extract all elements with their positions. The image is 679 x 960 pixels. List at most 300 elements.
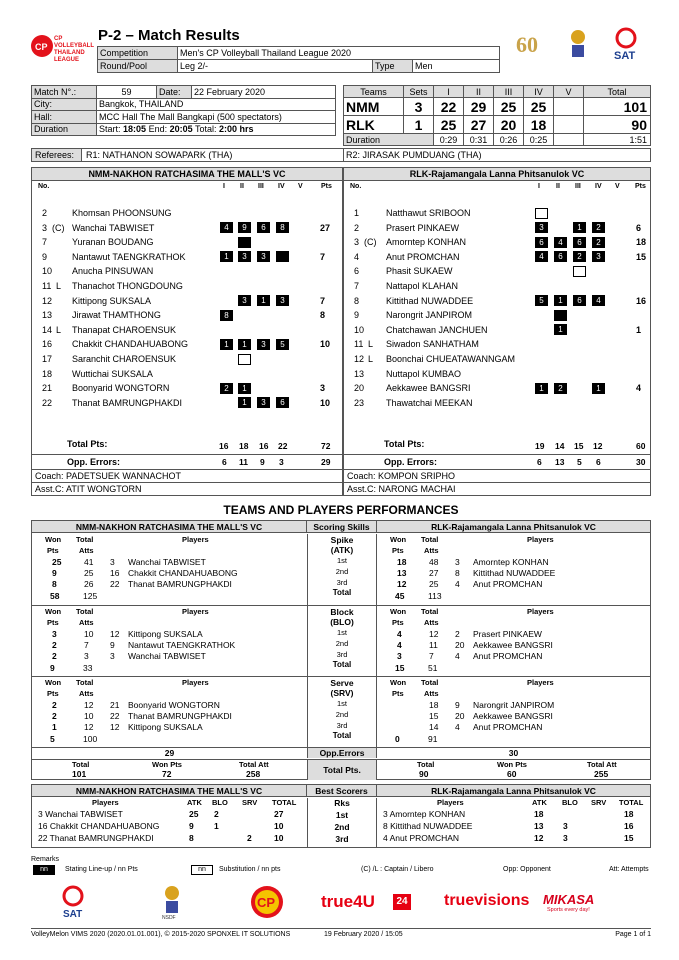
footer-date: 19 February 2020 / 15:05 xyxy=(324,931,403,938)
perf-atts: 26 xyxy=(84,579,94,589)
match-info-table: Match N°.: 59 Date: 22 February 2020 City: Bangkok, THAILAND Hall: MCC Hall The Mall Bangkapi (500 spectators) Duration Start: 18:05 End: 20:05 Total: 2:00 hrs xyxy=(31,85,336,136)
set-cell: 1 xyxy=(238,397,251,408)
player-row xyxy=(344,337,650,352)
captain-legend: (C) /L : Captain / Libero xyxy=(361,866,434,873)
perf-won: 3 xyxy=(52,629,57,639)
skill-total-label: Total xyxy=(332,731,352,740)
player-number: 21 xyxy=(42,383,53,394)
svg-text:NSDF: NSDF xyxy=(162,915,176,920)
perf-atts: 10 xyxy=(84,711,94,721)
team-b-name: RLK-Rajamangala Lanna Phitsanulok VC xyxy=(344,168,650,181)
col-atts: Atts xyxy=(79,546,94,555)
team-a-opp-label: Opp. Errors: xyxy=(67,457,121,467)
team-b-total-label: Total Pts: xyxy=(384,439,425,449)
perf-player-name: Kittipong SUKSALA xyxy=(128,722,203,732)
set-cell: 4 xyxy=(535,251,548,262)
perf-atts: 25 xyxy=(429,579,439,589)
best-stat: 9 xyxy=(189,821,194,831)
player-row xyxy=(344,294,650,309)
sponsor-24: 24 xyxy=(393,894,411,910)
set-cell: 2 xyxy=(592,222,605,233)
player-name: Chakkit CHANDAHUABONG xyxy=(72,339,189,350)
player-number: 2 xyxy=(354,222,360,233)
player-row xyxy=(32,337,342,352)
player-row xyxy=(344,264,650,279)
perf-player-name: Boonyarid WONGTORN xyxy=(128,700,220,710)
set-cell: 3 xyxy=(276,295,289,306)
footer-left: VolleyMelon VIMS 2020 (2020.01.01.001), © 2015-2020 SPONXEL IT SOLUTIONS xyxy=(31,931,291,938)
player-row xyxy=(344,279,650,294)
col-players: Players xyxy=(182,535,209,544)
perf-skills-label: Scoring Skills xyxy=(307,521,377,533)
perf-atts: 48 xyxy=(429,557,439,567)
perf-player-name: Thanat BAMRUNGPHAKDI xyxy=(128,579,232,589)
col-atts: Atts xyxy=(424,618,439,627)
set-cell: 6 xyxy=(535,237,548,248)
perf-opp-label: Opp.Errors xyxy=(307,748,377,758)
col-pts: Pts xyxy=(392,546,404,555)
set-cell xyxy=(238,354,251,365)
perf-player-name: Thanat BAMRUNGPHAKDI xyxy=(128,711,232,721)
set-cell: 6 xyxy=(554,251,567,262)
perf-player-name: Narongrit JANPIROM xyxy=(473,700,555,710)
perf-atts: 18 xyxy=(429,700,439,710)
best-scorer-row xyxy=(377,809,650,821)
score-table xyxy=(343,85,651,146)
perf-opp-a: 29 xyxy=(164,748,175,758)
team-b-coach: Coach: KOMPON SRIPHO xyxy=(347,471,456,481)
team-a-coach: Coach: PADETSUEK WANNACHOT xyxy=(35,471,182,481)
player-name: Amorntep KONHAN xyxy=(386,237,467,248)
perf-won: 2 xyxy=(52,711,57,721)
set-cell: 3 xyxy=(257,397,270,408)
player-row xyxy=(344,396,650,411)
best-stat: 16 xyxy=(624,821,634,831)
perf-player-name: Amorntep KONHAN xyxy=(473,557,549,567)
player-name: Anucha PINSUWAN xyxy=(72,266,154,277)
col-atts: Atts xyxy=(424,689,439,698)
skill-total-label: Total xyxy=(332,660,352,669)
perf-player-no: 20 xyxy=(455,640,465,650)
player-number: 18 xyxy=(42,368,53,379)
player-row xyxy=(32,352,342,367)
player-row xyxy=(344,352,650,367)
skill-rank: 3rd xyxy=(336,650,348,659)
set-cell: 6 xyxy=(573,237,586,248)
sponsor-nsdf xyxy=(161,884,183,920)
perf-won: 12 xyxy=(397,579,407,589)
player-name: Yuranan BOUDANG xyxy=(72,237,154,248)
perf-player-name: Wanchai TABWISET xyxy=(128,557,206,567)
set-cell: 8 xyxy=(220,310,233,321)
perf-won: 4 xyxy=(397,629,402,639)
set-cell: 1 xyxy=(220,251,233,262)
player-number: 12 xyxy=(42,295,53,306)
best-stat: 12 xyxy=(534,833,544,843)
set-cell: 4 xyxy=(592,295,605,306)
set-cell: 8 xyxy=(276,222,289,233)
player-name: Jirawat THAMTHONG xyxy=(72,310,161,321)
perf-atts: 15 xyxy=(429,711,439,721)
set-cell: 9 xyxy=(238,222,251,233)
player-points: 7 xyxy=(320,295,326,306)
skill-rank: 1st xyxy=(336,556,347,565)
perf-total-won: 15 xyxy=(395,663,405,673)
perf-total-won: 5 xyxy=(50,734,55,744)
player-row xyxy=(32,294,342,309)
skill-rank: 1st xyxy=(336,699,347,708)
perf-won: 3 xyxy=(397,651,402,661)
best-scorer-row xyxy=(32,833,307,845)
player-number: 10 xyxy=(42,266,53,277)
score-row-rlk: RLK 1 25 27 20 18 90 xyxy=(344,116,651,134)
player-row xyxy=(32,221,342,236)
perf-total-atts: 100 xyxy=(83,734,98,744)
perf-player-no: 12 xyxy=(110,629,120,639)
col-players: Players xyxy=(527,535,554,544)
col-pts: Pts xyxy=(47,618,59,627)
player-number: 11 xyxy=(42,281,52,291)
player-name: Siwadon SANHATHAM xyxy=(386,339,479,350)
player-name: Khomsan PHOONSUNG xyxy=(72,208,172,218)
col-won: Won xyxy=(45,535,62,544)
best-stat: 1 xyxy=(214,821,219,831)
player-name: Prasert PINKAEW xyxy=(386,222,460,233)
perf-won: 18 xyxy=(397,557,407,567)
perf-skill-cell xyxy=(307,677,377,748)
skill-name: Block xyxy=(330,607,354,617)
best-stat: 8 xyxy=(189,833,194,843)
col-total: Total xyxy=(421,678,439,687)
player-row xyxy=(32,206,342,221)
perf-total-won: 9 xyxy=(50,663,55,673)
set-cell: 4 xyxy=(554,237,567,248)
performances-title: TEAMS AND PLAYERS PERFORMANCES xyxy=(223,503,459,517)
substitution-legend: Substitution / nn pts xyxy=(219,866,281,873)
player-number: 14 xyxy=(42,324,53,335)
perf-total-won: 45 xyxy=(395,591,405,601)
team-b-totals-row: 19 14 15 12 60 xyxy=(535,441,646,451)
player-points: 1 xyxy=(636,324,642,335)
player-number: 3 xyxy=(354,237,360,248)
perf-player-no: 4 xyxy=(455,651,460,661)
footer-page: Page 1 of 1 xyxy=(615,931,651,938)
player-row xyxy=(32,279,342,294)
perf-skill-cell xyxy=(307,606,377,677)
nsdf-logo xyxy=(567,27,589,63)
nsdf-logo-icon xyxy=(161,884,183,920)
perf-section-atk xyxy=(32,534,650,605)
60th-anniversary-logo xyxy=(514,28,548,62)
perf-team-a-name: NMM-NAKHON RATCHASIMA THE MALL'S VC xyxy=(32,521,307,533)
perf-atts: 25 xyxy=(84,568,94,578)
set-cell xyxy=(276,251,289,262)
svg-text:SAT: SAT xyxy=(614,50,636,62)
perf-won: 25 xyxy=(52,557,62,567)
perf-player-name: Anut PROMCHAN xyxy=(473,651,543,661)
svg-text:60: 60 xyxy=(516,32,538,57)
player-points: 3 xyxy=(320,383,326,394)
skill-rank: 3rd xyxy=(336,721,348,730)
player-number: 13 xyxy=(42,310,53,321)
set-cell: 1 xyxy=(592,383,605,394)
set-cell: 6 xyxy=(276,397,289,408)
player-row xyxy=(32,308,342,323)
perf-atts: 10 xyxy=(84,629,94,639)
player-name: Anut PROMCHAN xyxy=(386,251,460,262)
player-row xyxy=(32,367,342,382)
sponsor-sat xyxy=(53,884,93,920)
player-role-tag: L xyxy=(56,324,62,335)
col-won: Won xyxy=(390,535,407,544)
best-stat: 2 xyxy=(247,833,252,843)
perf-won: 13 xyxy=(397,568,407,578)
sponsor-bar xyxy=(31,880,651,925)
perf-player-name: Kittithad NUWADDEE xyxy=(473,568,556,578)
player-row xyxy=(344,381,650,396)
best-scorer-row xyxy=(377,833,650,845)
perf-player-no: 3 xyxy=(110,651,115,661)
best-stat: 15 xyxy=(624,833,634,843)
team-a-totals-row: 16 18 16 22 72 xyxy=(219,441,331,451)
cp-sponsor-icon xyxy=(249,884,285,920)
perf-won: 8 xyxy=(52,579,57,589)
svg-text:CP: CP xyxy=(257,895,276,910)
player-name: Nantawut TAENGKRATHOK xyxy=(72,251,186,262)
team-a-lineup-header: No. I II III IV V Pts xyxy=(38,183,332,190)
set-cell: 2 xyxy=(592,237,605,248)
player-number: 2 xyxy=(42,208,48,218)
perf-player-no: 9 xyxy=(110,640,115,650)
player-name: Boonyarid WONGTORN xyxy=(72,383,170,394)
perf-total-pts-label: Total Pts. xyxy=(307,760,377,780)
perf-player-name: Anut PROMCHAN xyxy=(473,722,543,732)
perf-atts: 14 xyxy=(429,722,439,732)
player-points: 16 xyxy=(636,295,647,306)
player-row xyxy=(344,308,650,323)
perf-atts: 11 xyxy=(429,640,438,650)
player-role-tag: L xyxy=(56,281,62,291)
perf-player-no: 2 xyxy=(455,629,460,639)
best-team-b-name: RLK-Rajamangala Lanna Phitsanulok VC xyxy=(377,785,650,797)
col-players: Players xyxy=(527,607,554,616)
player-name: Nattapol KLAHAN xyxy=(386,281,459,291)
perf-total-atts: 125 xyxy=(83,591,98,601)
cp-league-logo xyxy=(30,33,94,63)
player-name: Wuttichai SUKSALA xyxy=(72,368,153,379)
player-number: 8 xyxy=(354,295,360,306)
team-b-asst-coach: Asst.C: NARONG MACHAI xyxy=(347,484,456,494)
skill-code: (BLO) xyxy=(330,617,354,627)
player-name: Narongrit JANPIROM xyxy=(386,310,473,321)
player-name: Thanachot THONGDOUNG xyxy=(72,281,183,291)
player-name: Saranchit CHAROENSUK xyxy=(72,354,177,364)
best-stat: 18 xyxy=(534,809,544,819)
perf-player-no: 16 xyxy=(110,568,120,578)
sponsor-mikasa: MIKASA xyxy=(543,892,595,907)
best-stat: 3 xyxy=(563,821,568,831)
lineup-team-b: RLK-Rajamangala Lanna Phitsanulok VC No. I II III IV V Pts 1 Natthawut SRIBOON 2 Prasert PINKAEW 3 1 2 6 3 (C) Amorntep KONHAN 6 4 6 2 18 4 Anut PROMCHAN 4 6 2 3 15 6 Phasit SUKAEW 7 Nattapol KLAHAN 8 Kittithad NUWADDEE 5 1 6 4 16 9 Narongrit JANPIROM 10 Chatchawan JANCHUEN 1 1 11 L Siwadon SANHATHAM 12 L Boonchai CHUEATAWANNGAM 13 Nuttapol KUMBAO 20 Aekkawee BANGSRI 1 2 1 4 23 Thawatchai MEEKAN Total Pts: 19 14 15 12 60 Opp. Errors: 6 13 5 6 30 Coach: KOMPON SRIPHO Asst.C: NARONG MACHAI xyxy=(343,167,651,496)
set-cell: 6 xyxy=(573,295,586,306)
set-cell xyxy=(554,310,567,321)
svg-text:CP: CP xyxy=(35,42,48,52)
player-number: 13 xyxy=(354,368,365,379)
col-pts: Pts xyxy=(47,546,59,555)
set-cell xyxy=(238,237,251,248)
page-title: P-2 – Match Results xyxy=(98,27,240,44)
player-name: Kittithad NUWADDEE xyxy=(386,295,474,306)
remarks-label: Remarks xyxy=(31,856,60,863)
score-row-nmm: NMM 3 22 29 25 25 101 xyxy=(344,98,651,116)
perf-atts: 12 xyxy=(84,722,94,732)
set-cell: 2 xyxy=(554,383,567,394)
player-row xyxy=(32,250,342,265)
best-stat: 10 xyxy=(274,821,284,831)
player-number: 16 xyxy=(42,339,53,350)
team-a-total-label: Total Pts: xyxy=(67,439,108,449)
player-row xyxy=(32,323,342,338)
player-role-tag: L xyxy=(368,339,374,350)
perf-won: 9 xyxy=(52,568,57,578)
perf-player-no: 21 xyxy=(110,700,120,710)
col-won: Won xyxy=(390,607,407,616)
perf-won: 1 xyxy=(52,722,57,732)
perf-player-name: Anut PROMCHAN xyxy=(473,579,543,589)
best-stat: 13 xyxy=(534,821,544,831)
perf-player-no: 9 xyxy=(455,700,460,710)
set-cell: 1 xyxy=(238,339,251,350)
perf-total-won: 0 xyxy=(395,734,400,744)
best-stat: 10 xyxy=(274,833,284,843)
perf-player-no: 4 xyxy=(455,579,460,589)
set-cell: 3 xyxy=(257,251,270,262)
perf-atts: 12 xyxy=(429,629,439,639)
perf-total-atts: 33 xyxy=(83,663,93,673)
player-number: 12 xyxy=(354,354,365,364)
set-cell xyxy=(535,208,548,219)
player-number: 11 xyxy=(354,339,364,350)
svg-text:SAT: SAT xyxy=(63,909,83,920)
perf-player-name: Wanchai TABWISET xyxy=(128,651,206,661)
perf-player-no: 22 xyxy=(110,579,120,589)
player-name: Chatchawan JANCHUEN xyxy=(386,324,488,335)
player-row xyxy=(344,235,650,250)
best-scorer-row xyxy=(32,809,307,821)
perf-total-atts: 91 xyxy=(428,734,438,744)
perf-player-no: 12 xyxy=(110,722,120,732)
col-pts: Pts xyxy=(47,689,59,698)
player-name: Thawatchai MEEKAN xyxy=(386,397,473,408)
best-scorer-row xyxy=(377,821,650,833)
footer xyxy=(31,928,651,940)
perf-player-no: 8 xyxy=(455,568,460,578)
perf-player-name: Chakkit CHANDAHUABONG xyxy=(128,568,238,578)
best-player: 16 Chakkit CHANDAHUABONG xyxy=(38,821,160,831)
set-cell: 4 xyxy=(220,222,233,233)
sponsor-true4u: true4U xyxy=(321,892,375,911)
sponsor-cp xyxy=(249,884,285,920)
player-points: 10 xyxy=(320,339,331,350)
perf-section-srv xyxy=(32,676,650,747)
best-scorer-row xyxy=(32,821,307,833)
set-cell: 3 xyxy=(238,251,251,262)
set-cell: 3 xyxy=(592,251,605,262)
nsdf-icon xyxy=(567,27,589,63)
perf-player-name: Aekkawee BANGSRI xyxy=(473,640,553,650)
perf-won: 2 xyxy=(52,651,57,661)
best-ranks: Rks 1st 2nd 3rd xyxy=(307,798,377,848)
set-cell: 1 xyxy=(257,295,270,306)
sat-icon xyxy=(609,27,643,63)
set-cell: 3 xyxy=(535,222,548,233)
set-cell: 1 xyxy=(535,383,548,394)
player-name: Boonchai CHUEATAWANNGAM xyxy=(386,354,516,364)
player-row xyxy=(344,221,650,236)
player-points: 27 xyxy=(320,222,331,233)
player-name: Phasit SUKAEW xyxy=(386,266,453,277)
perf-atts: 7 xyxy=(429,651,434,661)
col-players: Players xyxy=(182,678,209,687)
col-atts: Atts xyxy=(424,546,439,555)
player-name: Aekkawee BANGSRI xyxy=(386,383,471,394)
set-cell: 1 xyxy=(554,324,567,335)
skill-name: Spike xyxy=(330,535,354,545)
player-role-tag: (C) xyxy=(52,222,65,233)
skill-code: (SRV) xyxy=(330,688,354,698)
perf-total-won: 58 xyxy=(50,591,60,601)
player-number: 17 xyxy=(42,354,53,364)
best-stat: 27 xyxy=(274,809,284,819)
player-row xyxy=(32,396,342,411)
player-number: 7 xyxy=(354,281,360,291)
perf-player-name: Nantawut TAENGKRATHOK xyxy=(128,640,236,650)
lineup-team-a: NMM-NAKHON RATCHASIMA THE MALL'S VC No. I II III IV V Pts 2 Khomsan PHOONSUNG 3 (C) Wanchai TABWISET 4 9 6 8 27 7 Yuranan BOUDANG 9 Nantawut TAENGKRATHOK 1 3 3 7 10 Anucha PINSUWAN 11 L Thanachot THONGDOUNG 12 Kittipong SUKSALA 3 1 3 7 13 Jirawat THAMTHONG 8 8 14 L Thanapat CHAROENSUK 16 Chakkit CHANDAHUABONG 1 1 3 5 10 17 Saranchit CHAROENSUK 18 Wuttichai SUKSALA 21 Boonyarid WONGTORN 2 1 3 22 Thanat BAMRUNGPHAKDI 1 3 6 10 Total Pts: 16 18 16 22 72 Opp. Errors: 6 11 9 3 29 Coach: PADETSUEK WANNACHOT Asst.C: ATIT WONGTORN xyxy=(31,167,343,496)
col-total: Total xyxy=(76,678,94,687)
best-scorers: NMM-NAKHON RATCHASIMA THE MALL'S VC Best Scorers RLK-Rajamangala Lanna Phitsanulok VC Players ATK BLO SRV TOTAL Rks 1st 2nd 3rd Players ATK BLO SRV TOTAL 3 Wanchai TABWISET 25 2 27 16 Chakkit CHANDAHUABONG 9 1 10 22 Thanat BAMRUNGPHAKDI 8 2 10 3 Amorntep KONHAN 18 18 8 Kittithad NUWADDEE 13 3 16 4 Anut PROMCHAN 12 3 15 xyxy=(31,784,651,848)
perf-player-no: 20 xyxy=(455,711,465,721)
player-number: 20 xyxy=(354,383,365,394)
substitution-legend-box: nn xyxy=(191,865,213,875)
perf-player-no: 22 xyxy=(110,711,120,721)
set-cell: 2 xyxy=(573,251,586,262)
player-name: Kittipong SUKSALA xyxy=(72,295,152,306)
player-row xyxy=(344,323,650,338)
player-name: Nuttapol KUMBAO xyxy=(386,368,462,379)
set-cell xyxy=(573,266,586,277)
player-number: 22 xyxy=(42,397,53,408)
perf-won: 4 xyxy=(397,640,402,650)
player-number: 4 xyxy=(354,251,360,262)
perf-team-b-name: RLK-Rajamangala Lanna Phitsanulok VC xyxy=(377,521,650,533)
col-total: Total xyxy=(76,607,94,616)
player-points: 8 xyxy=(320,310,326,321)
best-player: 3 Amorntep KONHAN xyxy=(383,809,466,819)
player-row xyxy=(32,264,342,279)
player-name: Thanat BAMRUNGPHAKDI xyxy=(72,397,183,408)
team-b-opp-label: Opp. Errors: xyxy=(384,457,438,467)
set-cell: 2 xyxy=(220,383,233,394)
col-total: Total xyxy=(421,607,439,616)
perf-won: 2 xyxy=(52,700,57,710)
col-atts: Atts xyxy=(79,618,94,627)
set-cell: 6 xyxy=(257,222,270,233)
skill-total-label: Total xyxy=(332,588,352,597)
set-cell: 1 xyxy=(554,295,567,306)
team-a-name: NMM-NAKHON RATCHASIMA THE MALL'S VC xyxy=(32,168,342,181)
perf-opp-b: 30 xyxy=(508,748,519,758)
player-points: 7 xyxy=(320,251,326,262)
player-role-tag: (C) xyxy=(364,237,377,248)
